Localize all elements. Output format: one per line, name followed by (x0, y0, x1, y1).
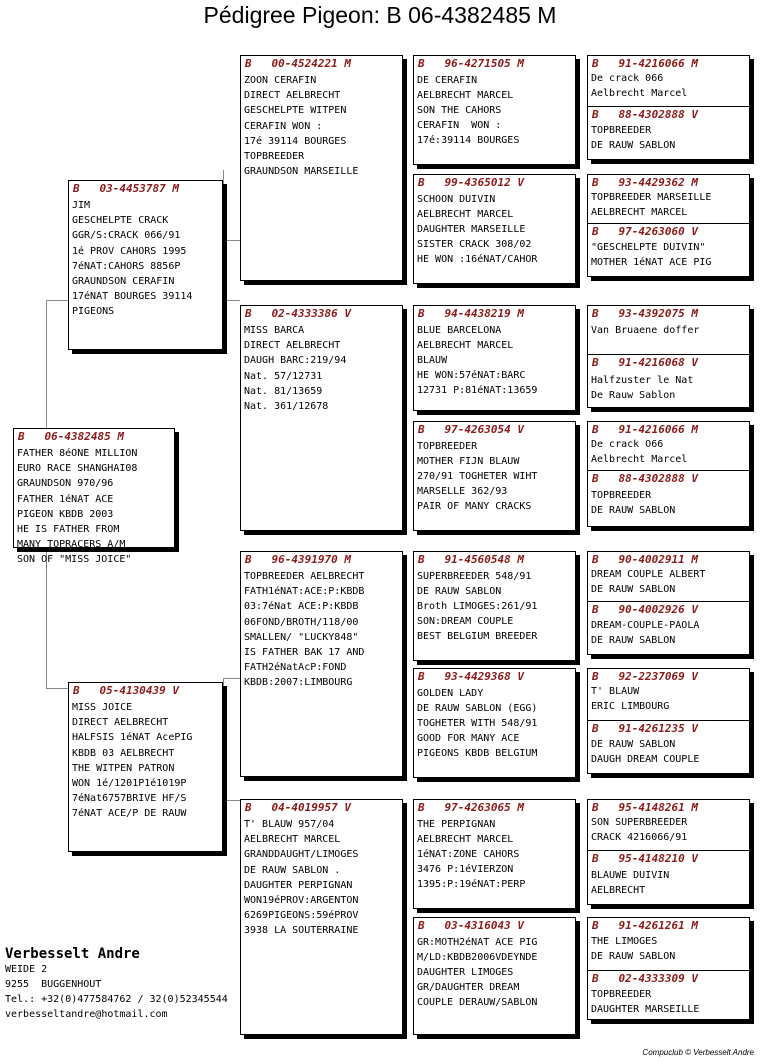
ring-number: B 91-4216066 M (592, 57, 698, 70)
text-line: DAUGHTER LIMOGES (417, 967, 514, 978)
text-line: 6269PIGEONS:59éPROV (244, 910, 359, 922)
text-line: AELBRECHT MARCEL (417, 90, 514, 101)
card-text (14, 443, 174, 568)
text-line: 17é:39114 BOURGES (417, 135, 520, 146)
text-line: 270/91 TOGHETER WIHT (417, 471, 538, 482)
text-line: SON OF "MISS JOICE" (17, 554, 132, 566)
text-line: TOPBREEDER (417, 441, 478, 452)
text-line: Nat. 81/13659 (244, 385, 323, 397)
text-line: 7éNAT ACE/P DE RAUW (72, 808, 187, 820)
connector-line (223, 678, 224, 800)
card-text (588, 121, 749, 153)
ring-number: B 03-4316043 V (418, 919, 524, 932)
ring-number: B 91-4261261 M (592, 919, 698, 932)
text-line: Broth LIMOGES:261/91 (417, 601, 538, 612)
text-line: MISS JOICE (72, 702, 133, 713)
text-line: WON19éPROV:ARGENTON (244, 895, 359, 907)
card-text (241, 320, 402, 414)
text-line: HE IS FATHER FROM (17, 524, 120, 536)
grandparent-card (240, 551, 403, 777)
text-line: MOTHER FIJN BLAUW (417, 456, 520, 467)
owner-city: 9255 BUGGENHOUT (5, 979, 102, 990)
text-line: DE RAUW SABLON (591, 505, 676, 517)
text-line: "GESCHELPTE DUIVIN" (591, 242, 706, 253)
card-text (414, 566, 575, 644)
gen5-sub-card (588, 106, 749, 153)
card-text (588, 616, 749, 648)
text-line: De crack 066 (591, 73, 664, 84)
owner-phone: Tel.: +32(0)477584762 / 32(0)52345544 (5, 994, 228, 1005)
text-line: GGR/S:CRACK 066/91 (72, 230, 181, 242)
text-line: DE CERAFIN (417, 75, 478, 86)
ring-number: B 91-4216066 M (592, 423, 698, 436)
text-line: BLUE BARCELONA (417, 325, 502, 336)
text-line: 17éNAT BOURGES 39114 (72, 291, 193, 303)
text-line: GOLDEN LADY (417, 688, 484, 699)
copyright-footer: Compuclub © Verbesselt Andre (642, 1048, 754, 1057)
ring-number: B 95-4148261 M (592, 801, 698, 814)
card-text (588, 320, 749, 338)
ring-number: B 05-4130439 V (73, 684, 179, 697)
ring-number: B 91-4216068 V (592, 356, 698, 369)
text-line: TOPBREEDER (244, 151, 305, 163)
text-line: Nat. 57/12731 (244, 370, 323, 382)
text-line: THE LIMOGES (591, 936, 658, 947)
gen5-pair-card (587, 305, 750, 408)
text-line: DAUGHTER MARSEILLE (417, 224, 526, 235)
text-line: MOTHER 1éNAT ACE PIG (591, 257, 712, 269)
card-text (414, 814, 575, 892)
text-line: GRAUNDSON CERAFIN (72, 276, 175, 288)
card-text (588, 436, 749, 467)
text-line: KBDB:2007:LIMBOURG (244, 677, 353, 689)
text-line: SCHOON DUIVIN (417, 194, 496, 205)
owner-address: WEIDE 2 (5, 964, 48, 975)
gen5-pair-card (587, 668, 750, 774)
text-line: FATHER 8éONE MILLION (17, 448, 138, 459)
card-text (414, 932, 575, 1010)
text-line: T' BLAUW (591, 686, 640, 697)
text-line: DAUGH BARC:219/94 (244, 355, 347, 367)
text-line: TOPBREEDER MARSEILLE (591, 192, 712, 203)
card-text (588, 566, 749, 597)
gen5-pair-card (587, 917, 750, 1020)
text-line: 7éNAT:CAHORS 8856P (72, 260, 181, 272)
text-line: HE WON :16éNAT/CAHOR (417, 254, 538, 265)
text-line: SON THE CAHORS (417, 105, 502, 116)
ring-number: B 02-4333309 V (592, 972, 698, 985)
text-line: GRANDDAUGHT/LIMOGES (244, 849, 359, 861)
gen5-sub-card (588, 601, 749, 648)
text-line: CRACK 4216066/91 (591, 832, 688, 844)
subject-pigeon-card (13, 428, 175, 566)
text-line: DE RAUW SABLON (591, 635, 676, 647)
text-line: TOPBREEDER AELBRECHT (244, 571, 365, 582)
text-line: CERAFIN WON : (417, 120, 502, 131)
text-line: HE WON:57éNAT:BARC (417, 370, 526, 381)
text-line: Aelbrecht Marcel (591, 454, 688, 466)
connector-line (223, 300, 240, 301)
connector-line (46, 300, 47, 428)
ring-number: B 97-4263060 V (592, 225, 698, 238)
great-grandparent-card (413, 55, 576, 165)
text-line: De crack O66 (591, 439, 664, 450)
text-line: DE RAUW SABLON (591, 584, 676, 596)
card-text (414, 320, 575, 398)
text-line: De Rauw Sablon (591, 390, 676, 402)
text-line: EURO RACE SHANGHAI08 (17, 463, 138, 475)
text-line: SMALLEN/ "LUCKY848" (244, 631, 359, 643)
text-line: THE PERPIGNAN (417, 819, 496, 830)
card-text (241, 70, 402, 179)
connector-line (223, 800, 240, 801)
text-line: 1éNAT:ZONE CAHORS (417, 849, 520, 860)
card-text (414, 436, 575, 514)
text-line: PIGEONS KBDB BELGIUM (417, 748, 538, 759)
text-line: AELBRECHT MARCEL (417, 209, 514, 220)
text-line: Aelbrecht Marcel (591, 88, 688, 100)
text-line: IS FATHER BAK 17 AND (244, 647, 365, 659)
ring-number: B 90-4002911 M (592, 553, 698, 566)
text-line: Halfzuster le Nat (591, 375, 694, 386)
page-title: Pédigree Pigeon: B 06-4382485 M (203, 2, 557, 28)
text-line: GRAUNDSON MARSEILLE (244, 166, 359, 178)
text-line: 3476 P:1éVIERZON (417, 864, 514, 875)
text-line: DAUGH DREAM COUPLE (591, 754, 700, 766)
great-grandparent-card (413, 799, 576, 909)
text-line: DE RAUW SABLON (EGG) (417, 703, 538, 714)
text-line: GOOD FOR MANY ACE (417, 733, 520, 744)
gen5-pair-card (587, 55, 750, 160)
ring-number: B 92-2237069 V (592, 670, 698, 683)
card-text (69, 195, 222, 320)
ring-number: B 93-4429362 M (592, 176, 698, 189)
ring-number: B 93-4392075 M (592, 307, 698, 320)
text-line: SON SUPERBREEDER (591, 817, 688, 828)
gen5-pair-card (587, 174, 750, 277)
text-line: FATHER 1éNAT ACE (17, 493, 114, 505)
sire-card (68, 180, 223, 350)
text-line: KBDB 03 AELBRECHT (72, 747, 175, 759)
text-line: DE RAUW SABLON (591, 739, 676, 750)
text-line: ZOON CERAFIN (244, 75, 317, 86)
card-text (414, 683, 575, 761)
card-text (414, 189, 575, 267)
ring-number: B 93-4429368 V (418, 670, 524, 683)
text-line: AELBRECHT (591, 885, 646, 897)
text-line: TOPBREEDER (591, 989, 652, 1000)
text-line: MANY TOPRACERS A/M (17, 539, 126, 551)
dam-card (68, 682, 223, 852)
ring-number: B 97-4263054 V (418, 423, 524, 436)
text-line: 03:7éNat ACE:P:KBDB (244, 601, 359, 613)
ring-number: B 97-4263065 M (418, 801, 524, 814)
text-line: DE RAUW SABLON (591, 140, 676, 152)
ring-number: B 94-4438219 M (418, 307, 524, 320)
connector-line (46, 548, 47, 688)
great-grandparent-card (413, 421, 576, 531)
text-line: SUPERBREEDER 548/91 (417, 571, 532, 582)
text-line: DIRECT AELBRECHT (244, 340, 341, 352)
connector-line (223, 678, 240, 679)
great-grandparent-card (413, 551, 576, 661)
text-line: PIGEON KBDB 2003 (17, 508, 114, 520)
card-text (241, 566, 402, 691)
owner-info (5, 946, 228, 1022)
ring-number: B 00-4524221 M (245, 57, 351, 70)
ring-number: B 96-4271505 M (418, 57, 524, 70)
card-text (588, 985, 749, 1017)
text-line: Van Bruaene doffer (591, 325, 700, 336)
text-line: Nat. 361/12678 (244, 401, 329, 413)
card-text (588, 735, 749, 767)
text-line: TOPBREEDER (591, 125, 652, 136)
text-line: 12731 P:81éNAT:13659 (417, 385, 538, 396)
text-line: DE RAUW SABLON . (244, 864, 341, 876)
ring-number: B 91-4261235 V (592, 722, 698, 735)
great-grandparent-card (413, 174, 576, 284)
grandparent-card (240, 799, 403, 1035)
text-line: DIRECT AELBRECHT (244, 90, 341, 102)
gen5-sub-card (588, 970, 749, 1017)
card-text (588, 683, 749, 714)
card-text (588, 865, 749, 898)
text-line: JIM (72, 200, 91, 211)
ring-number: B 03-4453787 M (73, 182, 179, 195)
ring-number: B 99-4365012 V (418, 176, 524, 189)
card-text (69, 697, 222, 822)
gen5-pair-card (587, 799, 750, 905)
gen5-pair-card (587, 421, 750, 527)
connector-line (46, 300, 68, 301)
text-line: T' BLAUW 957/04 (244, 819, 335, 830)
owner-email: verbesseltandre@hotmail.com (5, 1009, 168, 1020)
connector-line (46, 688, 68, 689)
gen5-sub-card (588, 223, 749, 270)
owner-name: Verbesselt Andre (5, 946, 140, 962)
card-text (588, 814, 749, 845)
text-line: AELBRECHT MARCEL (417, 834, 514, 845)
text-line: GESCHELPTE CRACK (72, 215, 169, 227)
gen5-pair-card (587, 551, 750, 655)
card-text (241, 814, 402, 939)
grandparent-card (240, 305, 403, 531)
card-text (588, 369, 749, 403)
ring-number: B 95-4148210 V (592, 852, 698, 865)
text-line: AELBRECHT MARCEL (417, 340, 514, 351)
text-line: AELBRECHT MARCEL (244, 834, 341, 846)
text-line: DREAM COUPLE ALBERT (591, 569, 706, 580)
text-line: HALFSIS 1éNAT AcePIG (72, 732, 193, 744)
text-line: TOPBREEDER (591, 490, 652, 501)
card-text (588, 485, 749, 518)
card-text (588, 932, 749, 964)
text-line: BLAUW (417, 355, 448, 366)
text-line: THE WITPEN PATRON (72, 762, 175, 774)
text-line: PIGEONS (72, 306, 115, 318)
ring-number: B 91-4560548 M (418, 553, 524, 566)
text-line: BLAUWE DUIVIN (591, 870, 670, 881)
text-line: 17é 39114 BOURGES (244, 135, 347, 147)
great-grandparent-card (413, 917, 576, 1035)
text-line: GR/DAUGHTER DREAM (417, 982, 520, 993)
text-line: CERAFIN WON : (244, 120, 323, 132)
text-line: DREAM-COUPLE-PAOLA (591, 620, 700, 631)
text-line: PAIR OF MANY CRACKS (417, 501, 532, 512)
text-line: MARSELLE 362/93 (417, 486, 508, 497)
gen5-sub-card (588, 720, 749, 767)
text-line: 1é PROV CAHORS 1995 (72, 245, 187, 257)
text-line: M/LD:KBDB2006VDEYNDE (417, 952, 538, 963)
ring-number: B 88-4302888 V (592, 108, 698, 121)
text-line: TOGHETER WITH 548/91 (417, 718, 538, 729)
text-line: SISTER CRACK 308/02 (417, 239, 532, 250)
card-text (588, 238, 749, 270)
text-line: GESCHELPTE WITPEN (244, 105, 347, 117)
ring-number: B 04-4019957 V (245, 801, 351, 814)
connector-line (223, 240, 240, 241)
text-line: 06FOND/BROTH/118/00 (244, 616, 359, 628)
ring-number: B 96-4391970 M (245, 553, 351, 566)
ring-number: B 90-4002926 V (592, 603, 698, 616)
text-line: ERIC LIMBOURG (591, 701, 670, 713)
card-text (414, 70, 575, 148)
text-line: GRAUNDSON 970/96 (17, 478, 114, 490)
text-line: SON:DREAM COUPLE (417, 616, 514, 627)
text-line: FATH1éNAT:ACE:P:KBDB (244, 586, 365, 598)
great-grandparent-card (413, 668, 576, 778)
card-text (588, 189, 749, 220)
text-line: 7éNat6757BRIVE HF/S (72, 793, 187, 805)
text-line: DE RAUW SABLON (417, 586, 502, 597)
gen5-sub-card (588, 470, 749, 518)
grandparent-card (240, 55, 403, 281)
text-line: DIRECT AELBRECHT (72, 717, 169, 729)
text-line: WON 1é/1201P1é1019P (72, 778, 187, 790)
text-line: GR:MOTH2éNAT ACE PIG (417, 937, 538, 948)
text-line: COUPLE DERAUW/SABLON (417, 997, 538, 1008)
text-line: BEST BELGIUM BREEDER (417, 631, 538, 642)
text-line: DAUGHTER MARSEILLE (591, 1004, 700, 1016)
ring-number: B 02-4333386 V (245, 307, 351, 320)
connector-line (223, 170, 224, 300)
gen5-sub-card (588, 354, 749, 403)
text-line: DE RAUW SABLON (591, 951, 676, 963)
text-line: MISS BARCA (244, 325, 305, 336)
great-grandparent-card (413, 305, 576, 411)
text-line: DAUGHTER PERPIGNAN (244, 879, 353, 891)
gen5-sub-card (588, 850, 749, 898)
text-line: 1395:P:19éNAT:PERP (417, 879, 526, 890)
ring-number: B 88-4302888 V (592, 472, 698, 485)
text-line: AELBRECHT MARCEL (591, 207, 688, 219)
text-line: 3938 LA SOUTERRAINE (244, 925, 359, 937)
ring-number: B 06-4382485 M (18, 430, 124, 443)
text-line: FATH2éNatAcP:FOND (244, 662, 347, 674)
card-text (588, 70, 749, 101)
